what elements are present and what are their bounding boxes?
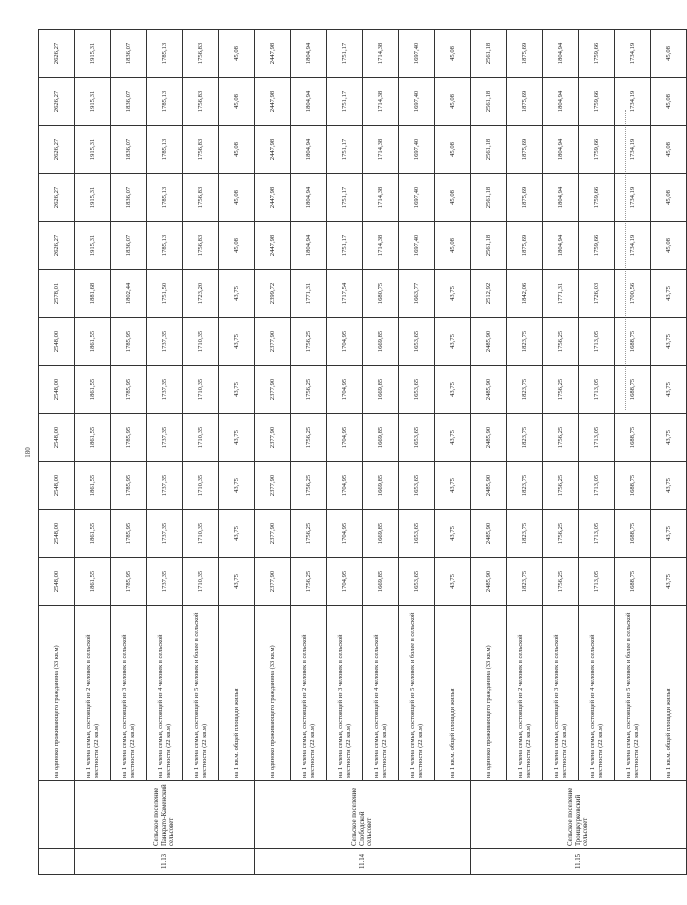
value-cell: 1785,95 [111, 366, 147, 414]
value-cell: 2447,98 [255, 174, 291, 222]
value-cell: 43,75 [435, 558, 471, 606]
value-cell: 1697,40 [399, 78, 435, 126]
value-cell: 1875,69 [507, 222, 543, 270]
value-cell: 1756,25 [543, 510, 579, 558]
value-cell: 1756,25 [543, 414, 579, 462]
value-cell: 1861,55 [75, 414, 111, 462]
value-cell: 1704,95 [327, 414, 363, 462]
value-cell: 1915,31 [75, 30, 111, 78]
value-cell: 1751,17 [327, 30, 363, 78]
table-row [363, 30, 399, 875]
value-cell: 1737,35 [147, 366, 183, 414]
value-cell: 2561,18 [471, 174, 507, 222]
value-cell: 1804,94 [291, 174, 327, 222]
settlement-name: Сельское поселение Троицкурковский сельсовет [471, 781, 687, 849]
value-cell: 45,08 [651, 30, 687, 78]
value-cell: 43,75 [435, 318, 471, 366]
value-cell: 1802,44 [111, 270, 147, 318]
tariff-table-body [39, 30, 687, 875]
value-cell: 1714,38 [363, 222, 399, 270]
value-cell: 1881,68 [75, 270, 111, 318]
row-label: на 1 члена семьи, состоящей из 2 человек в сельской местности (22 кв.м) [507, 606, 543, 781]
value-cell: 1842,06 [507, 270, 543, 318]
value-cell: 43,75 [435, 366, 471, 414]
value-cell: 1688,75 [615, 558, 651, 606]
value-cell: 1804,94 [543, 78, 579, 126]
value-cell: 1915,31 [75, 78, 111, 126]
value-cell: 1756,25 [291, 510, 327, 558]
value-cell: 1861,55 [75, 558, 111, 606]
value-cell: 1785,95 [111, 462, 147, 510]
row-label: на 1 члена семьи, состоящей из 2 человек в сельской местности (22 кв.м) [291, 606, 327, 781]
value-cell: 43,75 [219, 414, 255, 462]
table-row [75, 30, 111, 875]
value-cell: 1714,38 [363, 174, 399, 222]
row-label: на 1 кв.м. общей площади жилья [219, 606, 255, 781]
value-cell: 1653,65 [399, 318, 435, 366]
value-cell: 1875,69 [507, 78, 543, 126]
value-cell: 1759,66 [579, 222, 615, 270]
value-cell: 1710,35 [183, 462, 219, 510]
value-cell: 45,08 [219, 222, 255, 270]
value-cell: 1710,35 [183, 366, 219, 414]
table-row [291, 30, 327, 875]
value-cell: 1713,05 [579, 414, 615, 462]
value-cell: 1751,50 [147, 270, 183, 318]
value-cell: 2377,90 [255, 510, 291, 558]
value-cell: 1861,55 [75, 510, 111, 558]
value-cell: 1756,25 [543, 366, 579, 414]
row-label: на 1 члена семьи, состоящей из 3 человек в сельской местности (22 кв.м) [543, 606, 579, 781]
value-cell: 1734,19 [615, 126, 651, 174]
value-cell: 1737,35 [147, 462, 183, 510]
row-label: на 1 члена семьи, состоящей из 5 человек и более в сельской местности (22 кв.м) [615, 606, 651, 781]
row-label: на 1 члена семьи, состоящей из 5 человек и более в сельской местности (22 кв.м) [183, 606, 219, 781]
settlement-name: Сельское поселение Панкрато-Каменский сельсовет [75, 781, 255, 849]
value-cell: 1785,95 [111, 318, 147, 366]
value-cell: 45,08 [435, 78, 471, 126]
value-cell: 1713,05 [579, 510, 615, 558]
value-cell: 2548,00 [39, 366, 75, 414]
value-cell: 1836,07 [111, 78, 147, 126]
row-label: на одиноко проживающего гражданина (33 кв.м) [39, 606, 75, 781]
value-cell: 1756,25 [291, 462, 327, 510]
value-cell: 1737,35 [147, 414, 183, 462]
value-cell: 1710,35 [183, 318, 219, 366]
value-cell: 2377,90 [255, 462, 291, 510]
value-cell: 2626,27 [39, 30, 75, 78]
page-number: 180 [24, 447, 32, 458]
value-cell: 1861,55 [75, 462, 111, 510]
value-cell: 2399,72 [255, 270, 291, 318]
value-cell: 1734,19 [615, 174, 651, 222]
value-cell: 45,08 [435, 30, 471, 78]
value-cell: 1756,25 [291, 414, 327, 462]
value-cell: 1723,20 [183, 270, 219, 318]
value-cell: 1713,05 [579, 558, 615, 606]
value-cell: 1785,13 [147, 30, 183, 78]
value-cell: 1915,31 [75, 222, 111, 270]
value-cell: 43,75 [651, 414, 687, 462]
table-row [435, 30, 471, 875]
value-cell: 2548,00 [39, 414, 75, 462]
value-cell: 1688,75 [615, 462, 651, 510]
row-label: на 1 члена семьи, состоящей из 4 человек в сельской местности (22 кв.м) [147, 606, 183, 781]
value-cell: 45,08 [219, 78, 255, 126]
value-cell: 1836,07 [111, 174, 147, 222]
value-cell: 1704,95 [327, 318, 363, 366]
value-cell: 1759,66 [579, 30, 615, 78]
value-cell: 1713,05 [579, 318, 615, 366]
table-row [471, 30, 507, 875]
value-cell: 1663,77 [399, 270, 435, 318]
value-cell: 43,75 [651, 270, 687, 318]
value-cell: 1836,07 [111, 30, 147, 78]
value-cell: 1771,31 [291, 270, 327, 318]
value-cell: 2548,00 [39, 318, 75, 366]
value-cell: 2548,00 [39, 558, 75, 606]
value-cell: 2512,92 [471, 270, 507, 318]
value-cell: 2377,90 [255, 558, 291, 606]
value-cell: 1669,85 [363, 558, 399, 606]
value-cell: 1759,66 [579, 126, 615, 174]
value-cell: 43,75 [651, 366, 687, 414]
value-cell: 43,75 [651, 318, 687, 366]
value-cell: 1714,38 [363, 78, 399, 126]
value-cell: 2485,90 [471, 462, 507, 510]
value-cell: 1836,07 [111, 126, 147, 174]
row-label: на 1 кв.м. общей площади жилья [651, 606, 687, 781]
value-cell: 1669,85 [363, 414, 399, 462]
row-label: на 1 члена семьи, состоящей из 2 человек в сельской местности (22 кв.м) [75, 606, 111, 781]
value-cell: 1785,95 [111, 510, 147, 558]
value-cell: 2578,01 [39, 270, 75, 318]
value-cell: 1710,35 [183, 558, 219, 606]
row-label: на 1 члена семьи, состоящей из 4 человек в сельской местности (22 кв.м) [363, 606, 399, 781]
value-cell: 1688,75 [615, 366, 651, 414]
table-row [399, 30, 435, 875]
value-cell: 1713,05 [579, 462, 615, 510]
value-cell: 2626,27 [39, 222, 75, 270]
value-cell: 43,75 [219, 318, 255, 366]
value-cell: 45,08 [651, 126, 687, 174]
value-cell: 1756,25 [543, 318, 579, 366]
table-row [255, 30, 291, 875]
table-row [219, 30, 255, 875]
value-cell: 1804,94 [543, 174, 579, 222]
value-cell: 2626,27 [39, 126, 75, 174]
value-cell: 1804,94 [291, 30, 327, 78]
value-cell: 1875,69 [507, 126, 543, 174]
value-cell: 1697,40 [399, 174, 435, 222]
value-cell: 43,75 [435, 414, 471, 462]
value-cell: 1759,66 [579, 78, 615, 126]
value-cell: 43,75 [219, 462, 255, 510]
value-cell: 1804,94 [543, 222, 579, 270]
row-label: на одиноко проживающего гражданина (33 кв.м) [471, 606, 507, 781]
value-cell: 2548,00 [39, 462, 75, 510]
value-cell: 1785,13 [147, 174, 183, 222]
value-cell: 2626,27 [39, 78, 75, 126]
value-cell: 1669,85 [363, 318, 399, 366]
value-cell: 1737,35 [147, 318, 183, 366]
value-cell: 1710,35 [183, 414, 219, 462]
table-row [615, 30, 651, 875]
value-cell: 45,08 [219, 30, 255, 78]
value-cell: 1756,25 [291, 318, 327, 366]
value-cell: 1653,65 [399, 414, 435, 462]
value-cell: 1861,55 [75, 366, 111, 414]
value-cell: 2447,98 [255, 78, 291, 126]
value-cell: 2485,90 [471, 414, 507, 462]
value-cell: 1653,65 [399, 510, 435, 558]
value-cell: 43,75 [435, 270, 471, 318]
value-cell: 1785,95 [111, 414, 147, 462]
value-cell: 1704,95 [327, 366, 363, 414]
table-row [39, 30, 75, 875]
table-row [111, 30, 147, 875]
value-cell: 1756,25 [291, 366, 327, 414]
value-cell: 1669,85 [363, 510, 399, 558]
value-cell: 1756,83 [183, 126, 219, 174]
value-cell: 1737,35 [147, 558, 183, 606]
value-cell: 2561,18 [471, 30, 507, 78]
value-cell: 2561,18 [471, 126, 507, 174]
value-cell: 1700,56 [615, 270, 651, 318]
value-cell: 2485,90 [471, 510, 507, 558]
value-cell: 1915,31 [75, 126, 111, 174]
value-cell: 43,75 [219, 510, 255, 558]
value-cell: 1836,07 [111, 222, 147, 270]
value-cell: 2548,00 [39, 510, 75, 558]
value-cell: 1697,40 [399, 30, 435, 78]
value-cell: 1756,83 [183, 222, 219, 270]
value-cell: 1710,35 [183, 510, 219, 558]
value-cell: 1734,19 [615, 222, 651, 270]
value-cell: 43,75 [651, 462, 687, 510]
value-cell: 1756,25 [291, 558, 327, 606]
value-cell: 45,08 [651, 222, 687, 270]
value-cell: 1751,17 [327, 126, 363, 174]
value-cell: 1704,95 [327, 462, 363, 510]
value-cell: 45,08 [219, 174, 255, 222]
value-cell: 1751,17 [327, 174, 363, 222]
value-cell: 2485,90 [471, 366, 507, 414]
value-cell: 1915,31 [75, 174, 111, 222]
value-cell: 1756,83 [183, 30, 219, 78]
value-cell: 1823,75 [507, 318, 543, 366]
table-row [579, 30, 615, 875]
value-cell: 2561,18 [471, 78, 507, 126]
value-cell: 1704,95 [327, 510, 363, 558]
value-cell: 1804,94 [291, 126, 327, 174]
value-cell: 1688,75 [615, 510, 651, 558]
table-row [651, 30, 687, 875]
value-cell: 1704,95 [327, 558, 363, 606]
value-cell: 2626,27 [39, 174, 75, 222]
value-cell: 1734,19 [615, 78, 651, 126]
value-cell: 1771,31 [543, 270, 579, 318]
value-cell: 1653,65 [399, 366, 435, 414]
value-cell: 1756,25 [543, 462, 579, 510]
value-cell: 1680,75 [363, 270, 399, 318]
value-cell: 1688,75 [615, 318, 651, 366]
value-cell: 1804,94 [291, 78, 327, 126]
value-cell: 1823,75 [507, 366, 543, 414]
value-cell: 45,08 [219, 126, 255, 174]
value-cell: 43,75 [435, 462, 471, 510]
value-cell: 1756,83 [183, 78, 219, 126]
value-cell: 1717,54 [327, 270, 363, 318]
settlement-name: Сельское поселение Слободской сельсовет [255, 781, 471, 849]
value-cell: 2561,18 [471, 222, 507, 270]
value-cell: 1734,19 [615, 30, 651, 78]
value-cell: 43,75 [435, 510, 471, 558]
value-cell: 1653,65 [399, 462, 435, 510]
value-cell: 1726,03 [579, 270, 615, 318]
value-cell: 2447,98 [255, 222, 291, 270]
table-row [183, 30, 219, 875]
value-cell: 1823,75 [507, 510, 543, 558]
row-label: на 1 члена семьи, состоящей из 5 человек и более в сельской местности (22 кв.м) [399, 606, 435, 781]
value-cell: 1785,13 [147, 222, 183, 270]
row-label: на 1 члена семьи, состоящей из 3 человек в сельской местности (22 кв.м) [327, 606, 363, 781]
row-group-index: 11.15 [471, 849, 687, 875]
value-cell: 45,08 [651, 78, 687, 126]
value-cell: 2485,90 [471, 558, 507, 606]
value-cell: 43,75 [219, 270, 255, 318]
row-label: на 1 кв.м. общей площади жилья [435, 606, 471, 781]
value-cell: 1875,69 [507, 30, 543, 78]
table-row [507, 30, 543, 875]
value-cell: 43,75 [651, 558, 687, 606]
value-cell: 1804,94 [543, 30, 579, 78]
value-cell: 1875,69 [507, 174, 543, 222]
value-cell: 1785,13 [147, 126, 183, 174]
value-cell: 1823,75 [507, 558, 543, 606]
value-cell: 43,75 [219, 558, 255, 606]
value-cell: 1785,13 [147, 78, 183, 126]
value-cell: 1737,35 [147, 510, 183, 558]
value-cell: 1751,17 [327, 222, 363, 270]
value-cell: 1669,85 [363, 462, 399, 510]
value-cell: 1713,05 [579, 366, 615, 414]
table-row [327, 30, 363, 875]
value-cell: 43,75 [219, 366, 255, 414]
value-cell: 1759,66 [579, 174, 615, 222]
row-group-index: 11.14 [255, 849, 471, 875]
rotated-page-content [20, 30, 672, 875]
value-cell: 1804,94 [291, 222, 327, 270]
value-cell: 45,08 [435, 174, 471, 222]
value-cell: 1804,94 [543, 126, 579, 174]
value-cell: 1823,75 [507, 462, 543, 510]
tariff-table [38, 29, 687, 875]
row-group-index: 11.13 [75, 849, 255, 875]
value-cell: 1714,38 [363, 30, 399, 78]
value-cell: 1688,75 [615, 414, 651, 462]
value-cell: 1714,38 [363, 126, 399, 174]
value-cell: 1697,40 [399, 222, 435, 270]
row-group-index [39, 849, 75, 875]
value-cell: 1861,55 [75, 318, 111, 366]
value-cell: 2377,90 [255, 318, 291, 366]
value-cell: 2377,90 [255, 414, 291, 462]
table-row [543, 30, 579, 875]
value-cell: 45,08 [435, 126, 471, 174]
value-cell: 1756,83 [183, 174, 219, 222]
value-cell: 2447,98 [255, 30, 291, 78]
value-cell: 45,08 [651, 174, 687, 222]
settlement-name [39, 781, 75, 849]
value-cell: 1653,65 [399, 558, 435, 606]
value-cell: 2377,90 [255, 366, 291, 414]
value-cell: 45,08 [435, 222, 471, 270]
value-cell: 1697,40 [399, 126, 435, 174]
value-cell: 1669,85 [363, 366, 399, 414]
value-cell: 1785,95 [111, 558, 147, 606]
row-label: на 1 члена семьи, состоящей из 3 человек в сельской местности (22 кв.м) [111, 606, 147, 781]
value-cell: 1756,25 [543, 558, 579, 606]
value-cell: 2485,90 [471, 318, 507, 366]
value-cell: 43,75 [651, 510, 687, 558]
value-cell: 1751,17 [327, 78, 363, 126]
row-label: на 1 члена семьи, состоящей из 4 человек в сельской местности (22 кв.м) [579, 606, 615, 781]
value-cell: 1823,75 [507, 414, 543, 462]
row-label: на одиноко проживающего гражданина (33 кв.м) [255, 606, 291, 781]
value-cell: 2447,98 [255, 126, 291, 174]
table-row [147, 30, 183, 875]
